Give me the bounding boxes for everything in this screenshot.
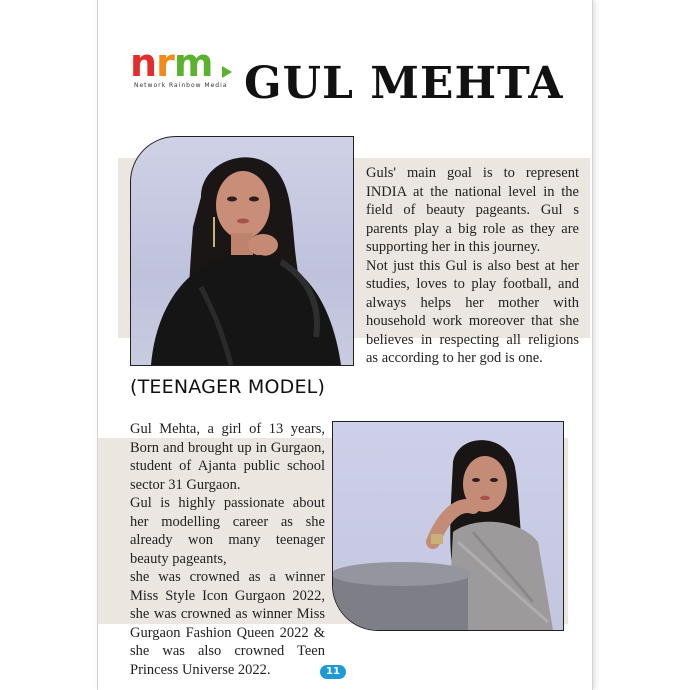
left-column-text (130, 420, 325, 679)
right-paragraph-2: Not just this Gul is also best at her studies, loves to play football, and always helps her mother with household work moreover that she believes in respecting all religions as according to her god is one. (366, 257, 579, 366)
portrait-photo-2 (332, 421, 564, 631)
left-paragraph-1: Gul Mehta, a girl of 13 years, Born and brought up in Gurgaon, student of Ajanta public school sector 31 Gurgaon. (130, 421, 325, 493)
logo-letter-r: r (156, 41, 174, 85)
logo-letters (130, 41, 213, 85)
nrm-logo (130, 41, 234, 90)
logo-letter-n: n (130, 41, 157, 85)
left-paragraph-2: Gul is highly passionate about her modelling career as she already won many teenager beauty pageants, (130, 495, 325, 567)
logo-letter-m: m (173, 41, 213, 85)
subtitle: (TEENAGER MODEL) (130, 376, 326, 398)
page-title: GUL MEHTA (244, 58, 564, 109)
portrait-illustration-2 (333, 422, 563, 630)
left-paragraph-3: she was crowned as a winner Miss Style Icon Gurgaon 2022, she was crowned as winner Miss Gurgaon Fashion Queen 2022 & she was also crowned Teen Princess Universe 2022. (130, 569, 325, 678)
logo-arrow-icon (222, 66, 232, 78)
logo-tagline: Network Rainbow Media (134, 82, 228, 89)
page-number-badge: 11 (320, 665, 346, 679)
right-paragraph-1: Guls' main goal is to represent INDIA at the national level in the field of beauty pageants. Gul s parents play a big role as they are supporting her in this journey. (366, 165, 579, 255)
portrait-photo-1 (130, 136, 354, 366)
magazine-page (98, 0, 592, 690)
portrait-illustration-1 (131, 137, 353, 365)
right-column-text (366, 164, 579, 368)
